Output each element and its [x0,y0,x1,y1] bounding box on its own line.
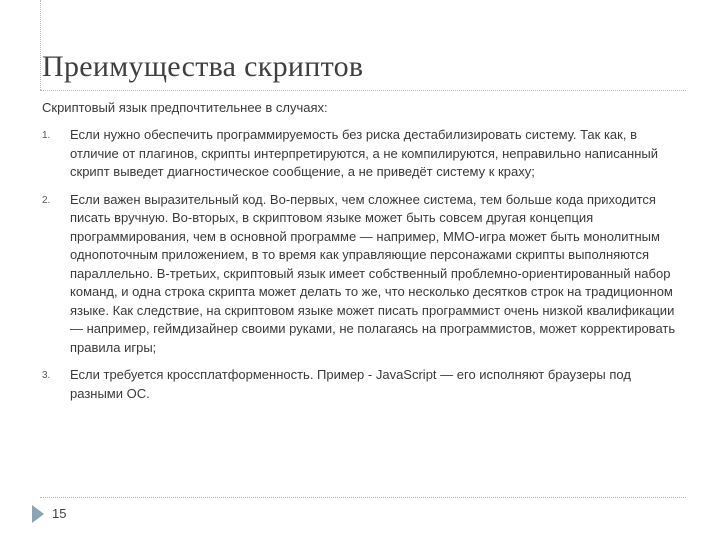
footer-divider [40,497,686,498]
intro-text: Скриптовый язык предпочтительнее в случаях: [42,100,328,115]
list-item-text: Если нужно обеспечить программируемость без риска дестабилизировать систему. Так как, в отличие от плагинов, скрипты интерпретируются, а не компилируются, неправильно написанный скрипт выведет диагностическое сообщение, а не приведёт систему к краху; [70,127,658,179]
list-item-number: 2. [42,194,51,206]
list-item [42,126,682,182]
list-item-number: 3. [42,370,51,381]
left-decorative-line [40,0,41,90]
list-item-number: 1. [42,130,51,141]
list-item-text: Если требуется кроссплатформенность. Пример - JavaScript — его исполняют браузеры под разными ОС. [70,367,631,401]
slide-title: Преимущества скриптов [42,50,364,83]
numbered-list [42,126,682,403]
page-number: 15 [52,506,67,521]
footer-arrow-icon [32,505,44,523]
list-item [42,191,682,358]
title-divider [40,90,686,91]
list-item [42,366,682,403]
list-item-text: Если важен выразительный код. Во-первых, чем сложнее система, тем больше кода приходится писать вручную. Во-вторых, в скриптовом языке может быть совсем другая концепция программирования, чем в основной программе — например, MMO-игра может быть монолитным однопоточным приложением, в то время как управляющие персонажами скрипты выполняются параллельно. В-третьих, скриптовый язык имеет собственный проблемно-ориентированный набор команд, и одна строка скрипта может делать то же, что несколько десятков строк на традиционном языке. Как следствие, на скриптовом языке может писать программист очень низкой квалификации — например, геймдизайнер своими руками, не полагаясь на программистов, может корректировать правила игры; [70,191,676,355]
